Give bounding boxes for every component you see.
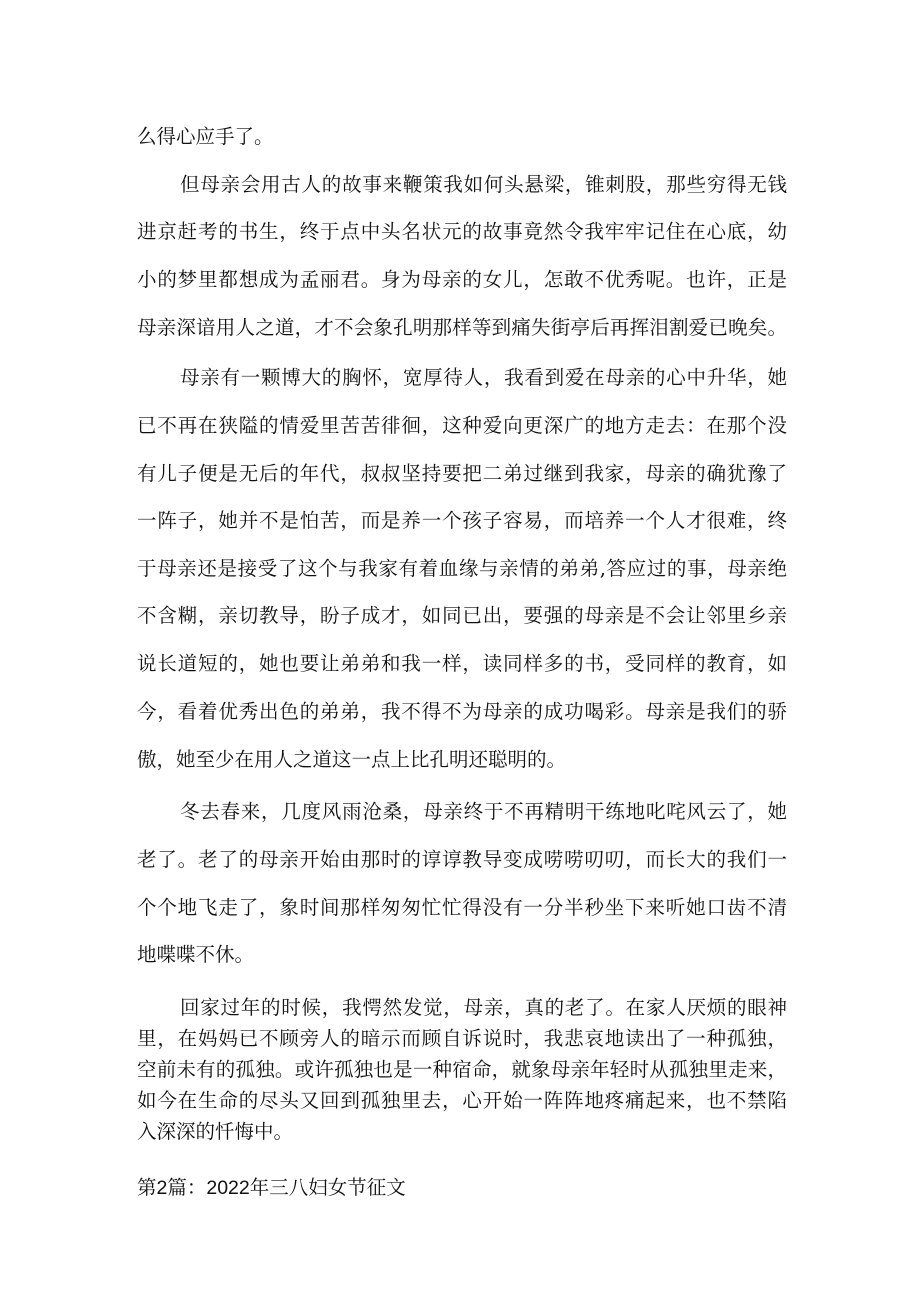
paragraph-line: 老了。老了的母亲开始由那时的谆谆教导变成唠唠叨叨，而长大的我们一 [137, 848, 787, 871]
paragraph-line: 于母亲还是接受了这个与我家有着血缘与亲情的弟弟,答应过的事，母亲绝 [137, 557, 787, 580]
paragraph-line: 母亲深谙用人之道，才不会象孔明那样等到痛失街亭后再挥泪割爱已晚矣。 [137, 316, 787, 339]
paragraph-line: 进京赶考的书生，终于点中头名状元的故事竟然令我牢牢记住在心底，幼 [137, 220, 787, 243]
paragraph-line: 空前未有的孤独。或许孤独也是一种宿命，就象母亲年轻时从孤独里走来， [137, 1058, 787, 1081]
paragraph-line: 小的梦里都想成为孟丽君。身为母亲的女儿，怎敢不优秀呢。也许，正是 [137, 268, 787, 291]
paragraph-line: 说长道短的，她也要让弟弟和我一样，读同样多的书，受同样的教育，如 [137, 652, 787, 675]
paragraph-line: 么得心应手了。 [137, 125, 274, 148]
paragraph-line: 冬去春来，几度风雨沧桑，母亲终于不再精明干练地叱咤风云了，她 [180, 800, 787, 823]
paragraph-line: 傲，她至少在用人之道这一点上比孔明还聪明的。 [137, 748, 567, 771]
paragraph-line: 但母亲会用古人的故事来鞭策我如何头悬梁，锥刺股，那些穷得无钱 [180, 173, 787, 196]
paragraph-line: 母亲有一颗博大的胸怀，宽厚待人，我看到爱在母亲的心中升华，她 [180, 366, 787, 389]
paragraph-line: 个个地飞走了，象时间那样匆匆忙忙得没有一分半秒坐下来听她口齿不清 [137, 896, 787, 919]
paragraph-line: 不含糊，亲切教导，盼子成才，如同已出，要强的母亲是不会让邻里乡亲 [137, 604, 787, 627]
paragraph-line: 里，在妈妈已不顾旁人的暗示而顾自诉说时，我悲哀地读出了一种孤独， [137, 1027, 787, 1050]
paragraph-line: 入深深的忏悔中。 [137, 1120, 294, 1143]
section-heading: 第2篇：2022年三八妇女节征文 [137, 1177, 406, 1199]
paragraph-line: 今，看着优秀出色的弟弟，我不得不为母亲的成功喝彩。母亲是我们的骄 [137, 700, 787, 723]
paragraph-line: 回家过年的时候，我愕然发觉，母亲，真的老了。在家人厌烦的眼神 [180, 996, 787, 1019]
paragraph-line: 一阵子，她并不是怕苦，而是养一个孩子容易，而培养一个人才很难，终 [137, 509, 787, 532]
paragraph-line: 已不再在狭隘的情爱里苦苦徘徊，这种爱向更深广的地方走去：在那个没 [137, 414, 787, 437]
paragraph-line: 有儿子便是无后的年代，叔叔坚持要把二弟过继到我家，母亲的确犹豫了 [137, 462, 787, 485]
paragraph-line: 地喋喋不休。 [137, 943, 255, 966]
paragraph-line: 如今在生命的尽头又回到孤独里去，心开始一阵阵地疼痛起来，也不禁陷 [137, 1089, 787, 1112]
